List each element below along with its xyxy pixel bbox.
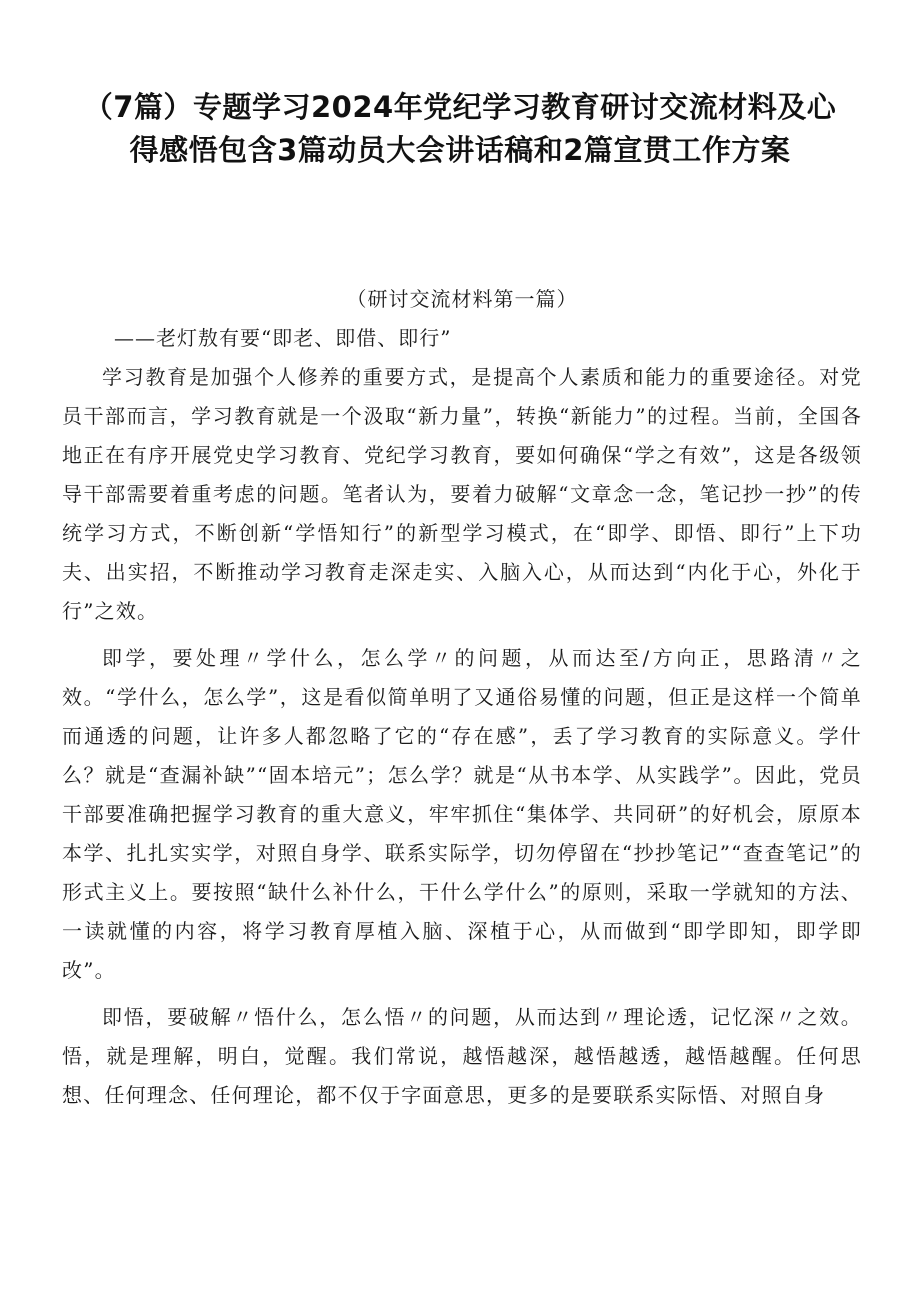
paragraph: 即悟，要破解〃悟什么，怎么悟〃的问题，从而达到〃理论透，记忆深〃之效。悟，就是理解，明白，觉醒。我们常说，越悟越深，越悟越透，越悟越醒。任何思想、任何理念、任何理论，都不仅于字面意思，更多的是要联系实际悟、对照自身	[62, 1005, 862, 1107]
paragraph: 学习教育是加强个人修养的重要方式，是提高个人素质和能力的重要途径。对党员干部而言，学习教育就是一个汲取“新力量”，转换“新能力”的过程。当前，全国各地正在有序开展党史学习教育、党纪学习教育，要如何确保“学之有效”，这是各级领导干部需要着重考虑的问题。笔者认为，要着力破解“文章念一念，笔记抄一抄”的传统学习方式，不断创新“学悟知行”的新型学习模式，在“即学、即悟、即行”上下功夫、出实招，不断推动学习教育走深走实、入脑入心，从而达到“内化于心，外化于行”之效。	[62, 365, 862, 623]
document-title: （7篇）专题学习2024年党纪学习教育研讨交流材料及心得感悟包含3篇动员大会讲话稿和2篇宣贯工作方案	[83, 90, 837, 167]
section-byline: ——老灯敖有要“即老、即借、即行”	[114, 326, 452, 350]
paragraph: 即学，要处理〃学什么，怎么学〃的问题，从而达至/方向正，思路清〃之效。“学什么，怎么学”，这是看似简单明了又通俗易懂的问题，但正是这样一个简单而通透的问题，让许多人都忽略了它的“存在感”，丢了学习教育的实际意义。学什么？就是“查漏补缺”“固本培元”；怎么学？就是“从书本学、从实践学”。因此，党员干部要准确把握学习教育的重大意义，牢牢抓住“集体学、共同研”的好机会，原原本本学、扎扎实实学，对照自身学、联系实际学，切勿停留在“抄抄笔记”“查查笔记”的形式主义上。要按照“缺什么补什么，干什么学什么”的原则，采取一学就知的方法、一读就懂的内容，将学习教育厚植入脑、深植于心，从而做到“即学即知，即学即改”。	[62, 646, 862, 982]
document-body	[62, 280, 862, 1123]
section-subtitle: （研讨交流材料第一篇）	[346, 287, 578, 311]
